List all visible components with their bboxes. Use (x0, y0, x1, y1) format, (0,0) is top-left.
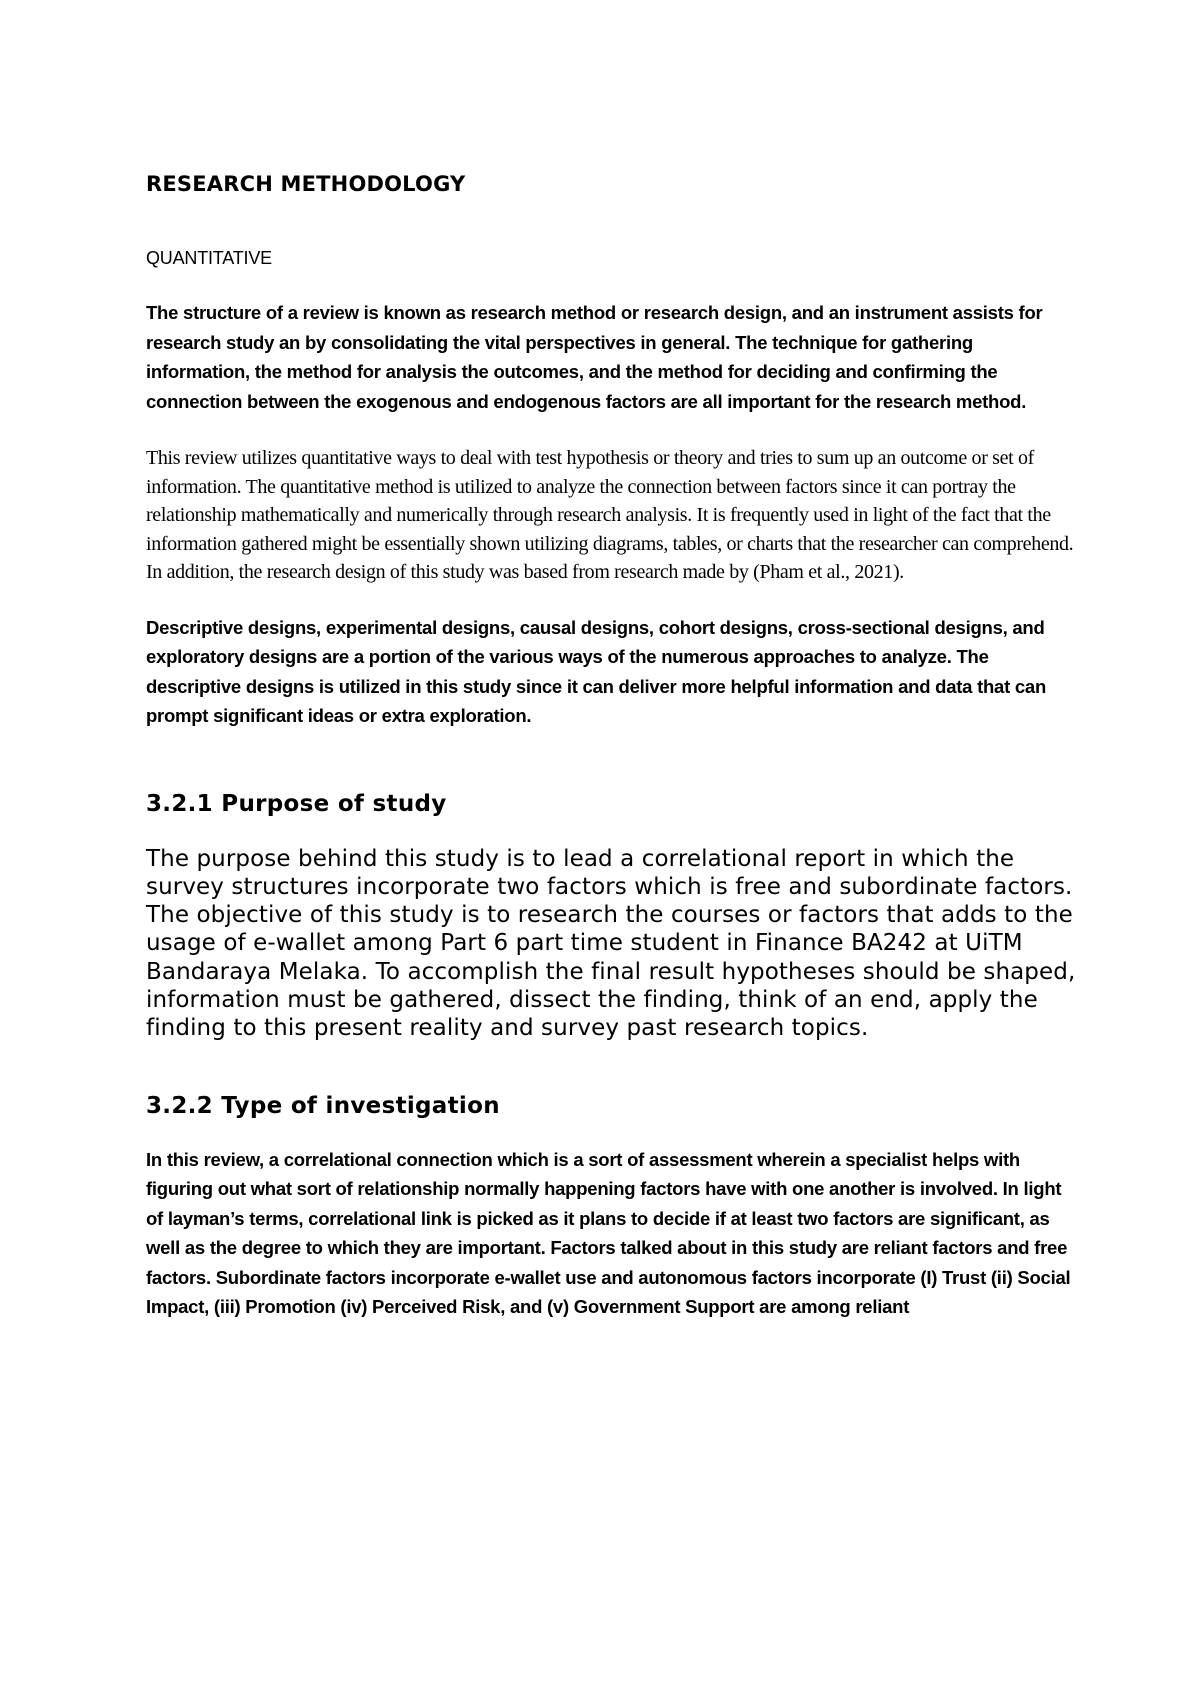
document-title: RESEARCH METHODOLOGY (146, 172, 466, 196)
paragraph-quantitative-approach: This review utilizes quantitative ways to deal with test hypothesis or theory and tries to sum up an outcome or set of information. The quantitative method is utilized to analyze the connection between factors since it can portray the relationship mathematically and numerically through research analysis. It is frequently used in light of the fact that the information gathered might be essentially shown utilizing diagrams, tables, or charts that the researcher can comprehend. In addition, the research design of this study was based from research made by (Pham et al., 2021). (146, 447, 1074, 583)
paragraph-descriptive-designs: Descriptive designs, experimental designs, causal designs, cohort designs, cross-sectional designs, and exploratory designs are a portion of the various ways of the numerous approaches to analyze. The descriptive designs is utilized in this study since it can deliver more helpful information and data that can prompt significant ideas or extra exploration. (146, 616, 1046, 726)
paragraph-research-method: The structure of a review is known as research method or research design, and an instrument assists for research study an by consolidating the vital perspectives in general. The technique for gathering information, the method for analysis the outcomes, and the method for deciding and confirming the connection between the exogenous and endogenous factors are all important for the research method. (146, 302, 1043, 412)
section-heading-investigation: 3.2.2 Type of investigation (146, 1092, 500, 1119)
section-body-purpose: The purpose behind this study is to lead a correlational report in which the survey structures incorporate two factors which is free and subordinate factors. The objective of this study is to research the courses or factors that adds to the usage of e-wallet among Part 6 part time student in Finance BA242 at UiTM Bandaraya Melaka. To accomplish the final result hypotheses should be shaped, information must be gathered, dissect the finding, think of an end, apply the finding to this present reality and survey past research topics. (146, 845, 1076, 1042)
document-body (146, 170, 1076, 1322)
document-subtitle: QUANTITATIVE (146, 248, 272, 268)
section-heading-purpose: 3.2.1 Purpose of study (146, 790, 447, 817)
section-body-investigation: In this review, a correlational connection which is a sort of assessment wherein a specialist helps with figuring out what sort of relationship normally happening factors have with one another is involved. In light of layman’s terms, correlational link is picked as it plans to decide if at least two factors are significant, as well as the degree to which they are important. Factors talked about in this study are reliant factors and free factors. Subordinate factors incorporate e-wallet use and autonomous factors incorporate (I) Trust (ii) Social Impact, (iii) Promotion (iv) Perceived Risk, and (v) Government Support are among reliant (146, 1148, 1071, 1318)
